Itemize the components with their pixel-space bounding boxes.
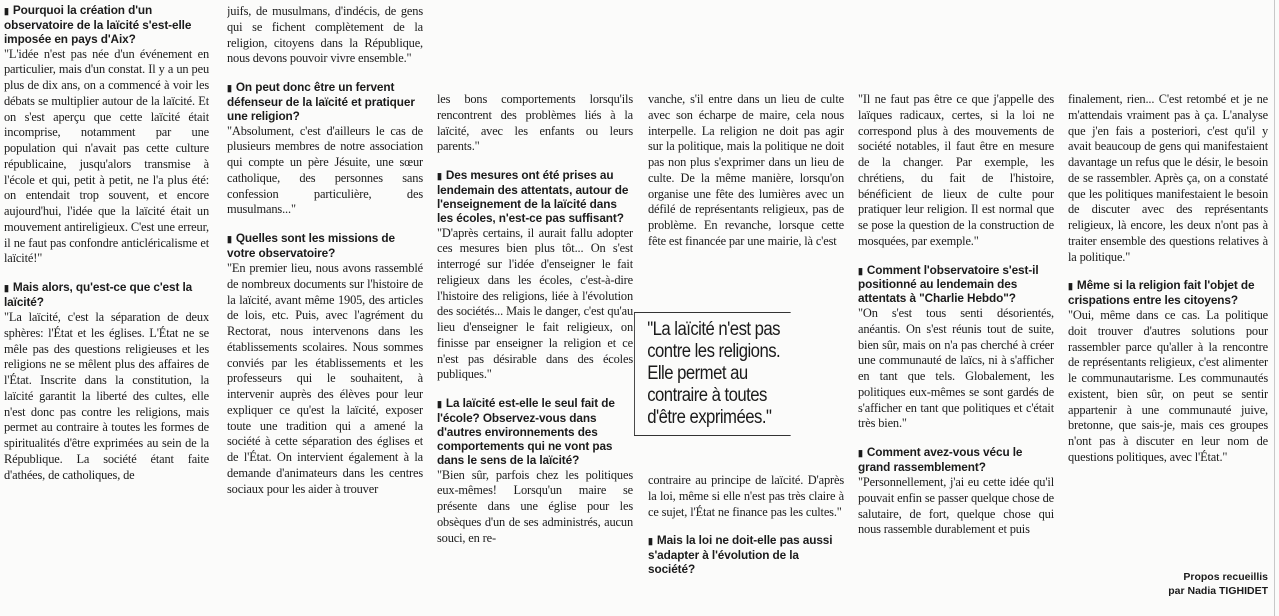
answer-paragraph [858,92,1054,250]
column-6 [1068,92,1268,616]
text: Des mesures ont été prises au lendemain des attentats, autour de l'enseignement de la laïcité dans les écoles, n'est-ce pas suffisant? [437,168,629,225]
question-marker-icon: ▮ [858,448,863,459]
text: "Oui, même dans ce cas. La politique doit trouver d'autres solutions pour rassembler parce qu'aller à la rencontre de représentants religieux, c'est alimenter le communautarisme. Les communautés existent, bien sûr, on peut se sentir appartenir à une communauté juive, bretonne, que sais-je, mais ces groupes n'ont pas à discuter en leur nom de questions politiques, avec l'État." [1068,308,1268,464]
question-heading [227,232,423,261]
credit-line-1: Propos recueillis [1183,571,1268,583]
text: finalement, rien... C'est retombé et je ne m'attendais vraiment pas à ça. L'analyse que j'en fais a posteriori, c'est qu'il y avait beaucoup de gens qui manifestaient davantage un refus que le désir, le besoin de se rassembler. Après ça, on a constaté que les politiques manifestaient le besoin de discuter avec des représentants religieux, là encore, les deux n'ont pas à traiter ensemble des questions relatives à la politique." [1068,92,1268,264]
question-marker-icon: ▮ [648,536,653,547]
spacer [437,383,633,397]
article-credit [1118,570,1268,598]
question-heading [437,397,633,468]
column-4-top [648,92,844,302]
text: Mais la loi ne doit-elle pas aussi s'adapter à l'évolution de la société? [648,533,833,577]
text: contraire au principe de laïcité. D'après la loi, même si elle n'est pas très claire à ce sujet, l'État ne finance pas les cultes." [648,473,844,519]
question-heading [227,81,423,124]
question-marker-icon: ▮ [227,83,232,93]
text: "On s'est tous senti désorientés, anéantis. On s'est réunis tout de suite, bien sûr, mais on n'a pas cherché à créer une communauté de laïcs, ni à s'afficher en tant que tels. Globalement, les politiques eux-mêmes se sont gardés de s'afficher en tant que politiques et c'était très bien." [858,306,1054,431]
text: "D'après certains, il aurait fallu adopter ces mesures bien plus tôt... On s'est interrogé sur l'idée d'enseigner le fait religieux dans les écoles, c'est-à-dire l'histoire des religions, liée à l'évolution des sociétés... Mais le danger, c'est qu'au lieu d'enseigner le fait religieux, on finisse par enseigner la religion et ce n'est pas désirable dans des écoles publiques." [437,225,633,382]
text: "La laïcité, c'est la séparation de deux sphères: l'État et les églises. L'État ne se mêle pas des questions religieuses et les religions ne se mêlent plus des affaires de l'État. Inscrite dans la constitution, la laïcité garantit la liberté des cultes, elle n'est donc pas contre les religions, mais permet au contraire à toutes les formes de spiritualités d'être exprimées au sein de la République. La société étant faite d'athées, de catholiques, de [4,310,209,482]
text: Quelles sont les missions de votre observatoire? [227,231,395,261]
text: Pourquoi la création d'un observatoire de la laïcité s'est-elle imposée en pays d'Aix? [4,4,192,46]
column-2 [227,4,423,616]
spacer [858,432,1054,446]
spacer [227,218,423,232]
question-marker-icon: ▮ [227,234,232,245]
question-heading [648,534,844,577]
column-3 [437,92,633,616]
question-heading [858,446,1054,475]
answer-paragraph [858,475,1054,538]
spacer [4,267,209,281]
answer-paragraph [4,310,209,483]
pull-quote: "La laïcité n'est pas contre les religions. Elle permet au contraire à toutes d'être exprimées." [634,312,791,436]
answer-paragraph [648,473,844,520]
text: "L'idée n'est pas née d'un événement en particulier, mais d'un constat. Il y a un peu plus de dix ans, on a commencé à voir les débats se multiplier autour de la laïcité. Et on s'est aperçu que cette laïcité était incomprise, notamment par une population qui n'avait pas cette culture républicaine, jusqu'alors transmise à l'école et qui, petit à petit, ne l'a plus été: on entendait trop souvent, et encore aujourd'hui, l'idée que la laïcité était un mouvement antireligieux. C'est une erreur, il ne faut pas confondre anticléricalisme et laïcité!" [4,46,209,266]
question-heading [858,264,1054,307]
question-heading [4,4,209,47]
text: La laïcité est-elle le seul fait de l'école? Observez-vous dans d'autres environnements des comportements qui ne vont pas dans le sens de la laïcité? [437,396,615,467]
question-marker-icon: ▮ [4,283,9,294]
answer-paragraph [437,226,633,384]
text: "Personnellement, j'ai eu cette idée qu'il pouvait enfin se passer quelque chose de salutaire, de fort, quelque chose qui nous rassemble durablement et puis [858,475,1054,537]
text: "Il ne faut pas être ce que j'appelle des laïques radicaux, certes, si la loi ne correspond plus à des mouvements de société notables, il faut être en mesure de la changer. Par exemple, les chrétiens, du fait de l'histoire, bénéficient de lieux de culte pour pratiquer leur religion. Il est normal que se pose la question de la construction de mosquées, par exemple." [858,92,1054,248]
answer-paragraph [648,92,844,250]
answer-paragraph [227,4,423,67]
credit-author: par Nadia TIGHIDET [1168,585,1268,597]
text: vanche, s'il entre dans un lieu de culte avec son écharpe de maire, cela nous interpelle. La religion ne doit pas agir sur la politique, mais la politique ne doit pas non plus s'exprimer dans un lieu de culte. De la même manière, lorsqu'on organise une fête des lumières avec un défilé de représentants religieux, pas de problème. En revanche, lorsque cette fête est financée par une mairie, là c'est [648,92,844,248]
column-1 [4,4,209,616]
answer-paragraph [1068,308,1268,466]
answer-paragraph [227,261,423,497]
text: Même si la religion fait l'objet de crispations entre les citoyens? [1068,278,1255,308]
answer-paragraph [4,47,209,268]
text: Mais alors, qu'est-ce que c'est la laïcité? [4,280,193,310]
text: "En premier lieu, nous avons rassemblé de nombreux documents sur l'histoire de la laïcité, avant même 1905, des articles de lois, etc. Puis, avec l'agrément du Rectorat, nous intervenons dans les établissements scolaires. Nous sommes conviés par les établissements et les professeurs qui le souhaitent, à intervenir auprès des élèves pour leur expliquer ce qu'est la laïcité, exposer toute une tradition qui a amené la société à cette séparation des églises et de l'État. On intervient également à la demande d'animateurs dans les centres sociaux pour les aider à trouver [227,261,423,496]
text: Comment l'observatoire s'est-il positionné au lendemain des attentats à "Charlie Hebdo"? [858,262,1039,306]
question-heading [437,169,633,226]
text: juifs, de musulmans, d'indécis, de gens qui se fichent complètement de la religion, citoyens dans la République, nous devons pouvoir vivre ensemble." [227,4,423,66]
column-5 [858,92,1054,616]
question-heading [4,281,209,310]
page-edge [1274,0,1275,616]
spacer [648,520,844,534]
question-marker-icon: ▮ [858,265,863,276]
text: les bons comportements lorsqu'ils rencontrent des problèmes liés à la laïcité, avec les enfants ou leurs parents." [437,92,633,154]
column-4-bottom [648,473,844,616]
spacer [1068,265,1268,279]
text: On peut donc être un fervent défenseur de la laïcité et pratiquer une religion? [227,80,415,123]
question-marker-icon: ▮ [437,399,442,410]
question-heading [1068,279,1268,308]
answer-paragraph [437,92,633,155]
question-marker-icon: ▮ [437,171,442,181]
question-marker-icon: ▮ [4,6,9,16]
spacer [858,250,1054,264]
spacer [437,155,633,169]
answer-paragraph [1068,92,1268,265]
answer-paragraph [227,124,423,219]
text: Comment avez-vous vécu le grand rassemblement? [858,445,1023,475]
answer-paragraph [437,468,633,547]
text: "Bien sûr, parfois chez les politiques eux-mêmes! Lorsqu'un maire se présente dans une église pour les obsèques d'un de ses administrés, aucun souci, en re- [437,467,633,545]
question-marker-icon: ▮ [1068,281,1073,292]
text: "Absolument, c'est d'ailleurs le cas de plusieurs membres de notre association qui compte un père Jésuite, une sœur catholique, des personnes sans confession particulière, des musulmans..." [227,123,423,217]
spacer [227,67,423,81]
answer-paragraph [858,306,1054,432]
